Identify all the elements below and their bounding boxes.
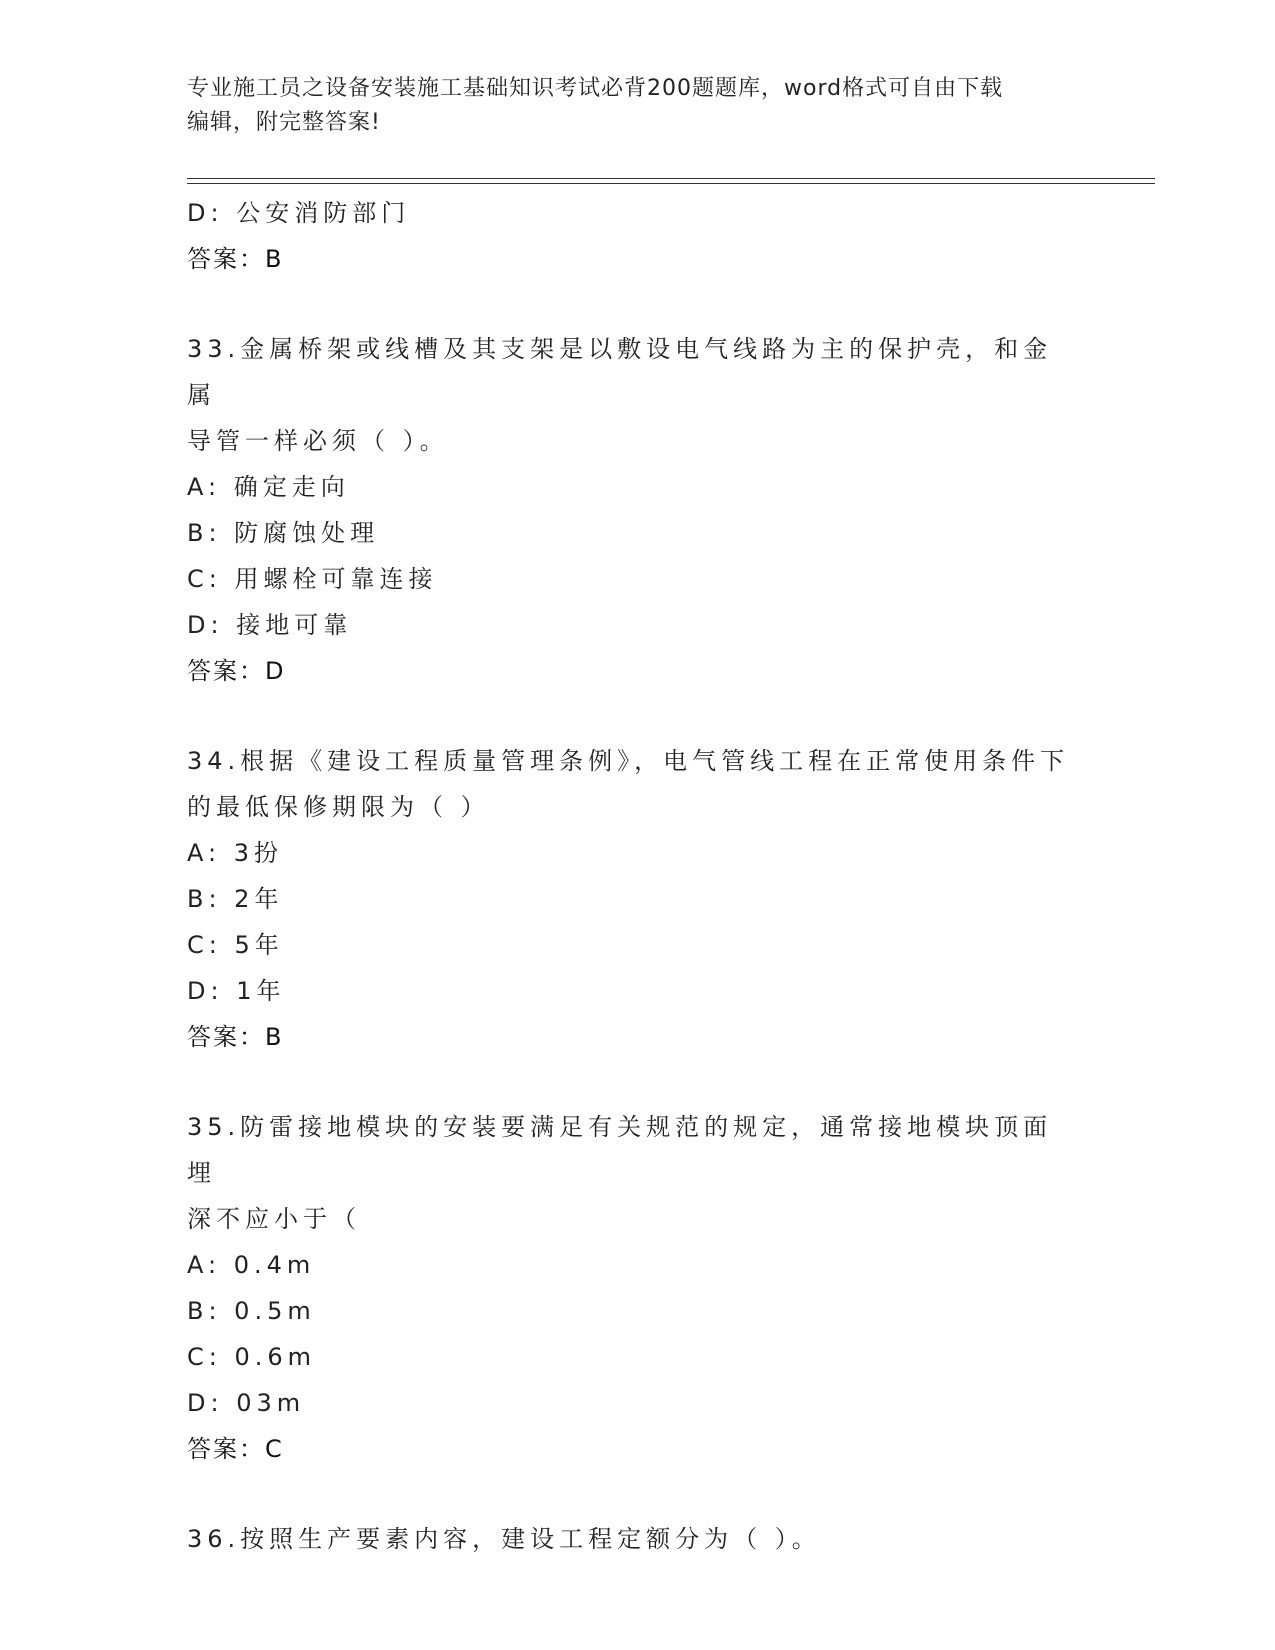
question-35 <box>187 1104 1087 1472</box>
question-stem-line: 的最低保修期限为（ ） <box>187 793 490 821</box>
header-line-1: 专业施工员之设备安装施工基础知识考试必背200题题库，word格式可自由下载 <box>187 76 1004 101</box>
question-stem-line: 深不应小于（ <box>187 1205 361 1233</box>
option-c: C: 用螺栓可靠连接 <box>187 565 438 593</box>
question-stem-line: 36.按照生产要素内容，建设工程定额分为（ ）。 <box>187 1525 821 1553</box>
option-a: A: 0.4m <box>187 1251 316 1279</box>
option-b: B: 0.5m <box>187 1297 316 1325</box>
header-divider-bottom <box>187 183 1155 184</box>
answer-label: 答案：B <box>187 245 284 273</box>
option-d: D: 03m <box>187 1389 306 1417</box>
question-34 <box>187 738 1087 1060</box>
option-a: A: 确定走向 <box>187 473 350 501</box>
question-list <box>187 190 1087 1562</box>
document-header <box>187 72 1087 140</box>
option-c: C: 5年 <box>187 931 284 959</box>
option-b: B: 防腐蚀处理 <box>187 519 380 547</box>
question-33 <box>187 326 1087 694</box>
question-stem-line: 34.根据《建设工程质量管理条例》，电气管线工程在正常使用条件下 <box>187 747 1070 775</box>
question-stem-line: 35.防雷接地模块的安装要满足有关规范的规定，通常接地模块顶面埋 <box>187 1113 1053 1187</box>
question-32 <box>187 190 1087 282</box>
option-b: B: 2年 <box>187 885 284 913</box>
answer-label: 答案：C <box>187 1435 284 1463</box>
option-d: D: 1年 <box>187 977 286 1005</box>
option-a: A: 3扮 <box>187 839 283 867</box>
option-d: D: 公安消防部门 <box>187 199 411 227</box>
option-d: D: 接地可靠 <box>187 611 353 639</box>
question-36 <box>187 1516 1087 1562</box>
question-stem-line: 导管一样必须（ ）。 <box>187 427 449 455</box>
header-divider-top <box>187 178 1155 179</box>
question-stem-line: 33.金属桥架或线槽及其支架是以敷设电气线路为主的保护壳，和金属 <box>187 335 1053 409</box>
option-c: C: 0.6m <box>187 1343 317 1371</box>
answer-label: 答案：D <box>187 657 286 685</box>
answer-label: 答案：B <box>187 1023 284 1051</box>
header-line-2: 编辑，附完整答案! <box>187 110 381 135</box>
